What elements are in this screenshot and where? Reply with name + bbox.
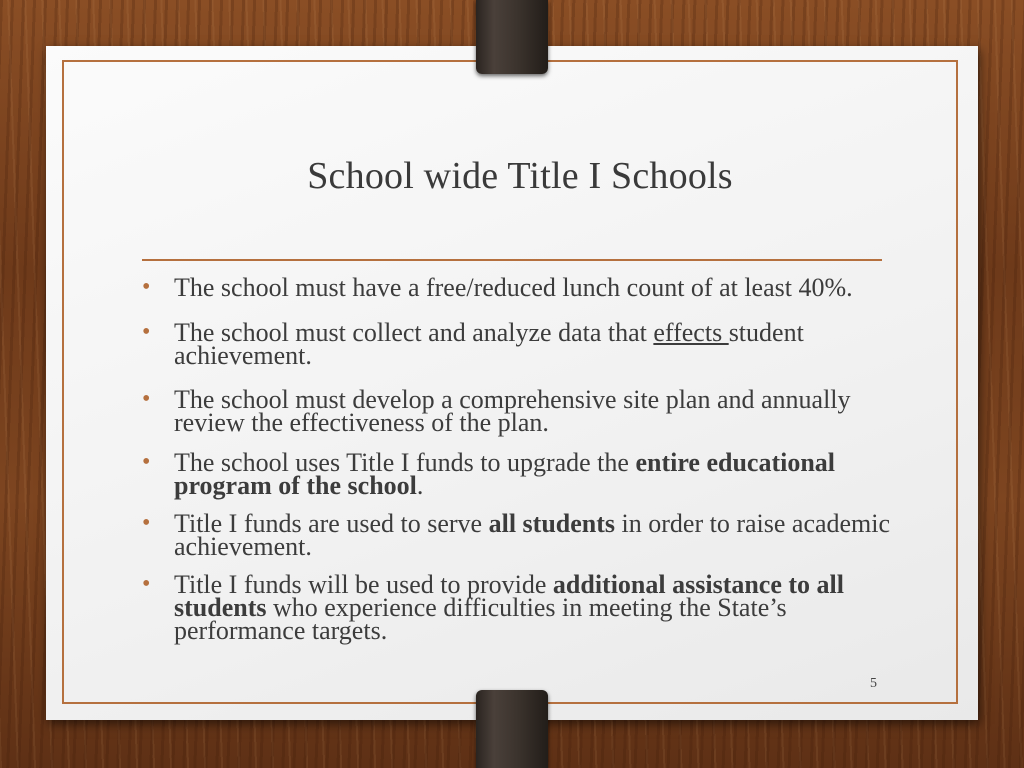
bullet-item-4 [142, 448, 902, 500]
bullet-bold-text: all students [488, 509, 616, 538]
bullet-icon: • [142, 510, 151, 536]
bullet-item-6 [142, 570, 902, 645]
bullet-item-3 [142, 385, 902, 437]
bullet-text-start: The school uses Title I funds to upgrade the [174, 448, 636, 477]
bullet-icon: • [142, 449, 151, 475]
title-divider [142, 259, 882, 261]
bullet-text-start: Title I funds are used to serve [174, 509, 489, 538]
bullet-icon: • [142, 274, 151, 300]
bullet-text-start: The school must collect and analyze data that [174, 318, 654, 347]
top-binder-clip [476, 0, 548, 74]
bullet-icon: • [142, 571, 151, 597]
bullet-item-2 [142, 318, 902, 370]
bullet-text-end: . [416, 471, 424, 500]
bullet-bold-text: additional assistance to all students [174, 570, 844, 622]
bullet-bold-text: entire educational program of the school [174, 448, 836, 500]
bullet-list [142, 273, 902, 645]
bullet-item-1 [142, 273, 902, 302]
bullet-text-end: in order to raise academic achievement. [174, 509, 891, 561]
page-number: 5 [870, 676, 877, 691]
slide-title: School wide Title I Schools [307, 155, 733, 197]
bullet-item-5 [142, 509, 902, 561]
bullet-underlined-text: effects [653, 318, 729, 347]
bullet-icon: • [142, 319, 151, 345]
bullet-text-end: student achievement. [174, 318, 804, 370]
bullet-icon: • [142, 386, 151, 412]
bottom-binder-clip [476, 690, 548, 768]
bullet-text: The school must develop a comprehensive site plan and annually review the effectiveness of the plan. [174, 385, 851, 437]
bullet-text: The school must have a free/reduced lunch count of at least 40%. [174, 273, 853, 302]
bullet-text-start: Title I funds will be used to provide [174, 570, 553, 599]
bullet-text-end: who experience difficulties in meeting the State’s performance targets. [174, 593, 787, 645]
